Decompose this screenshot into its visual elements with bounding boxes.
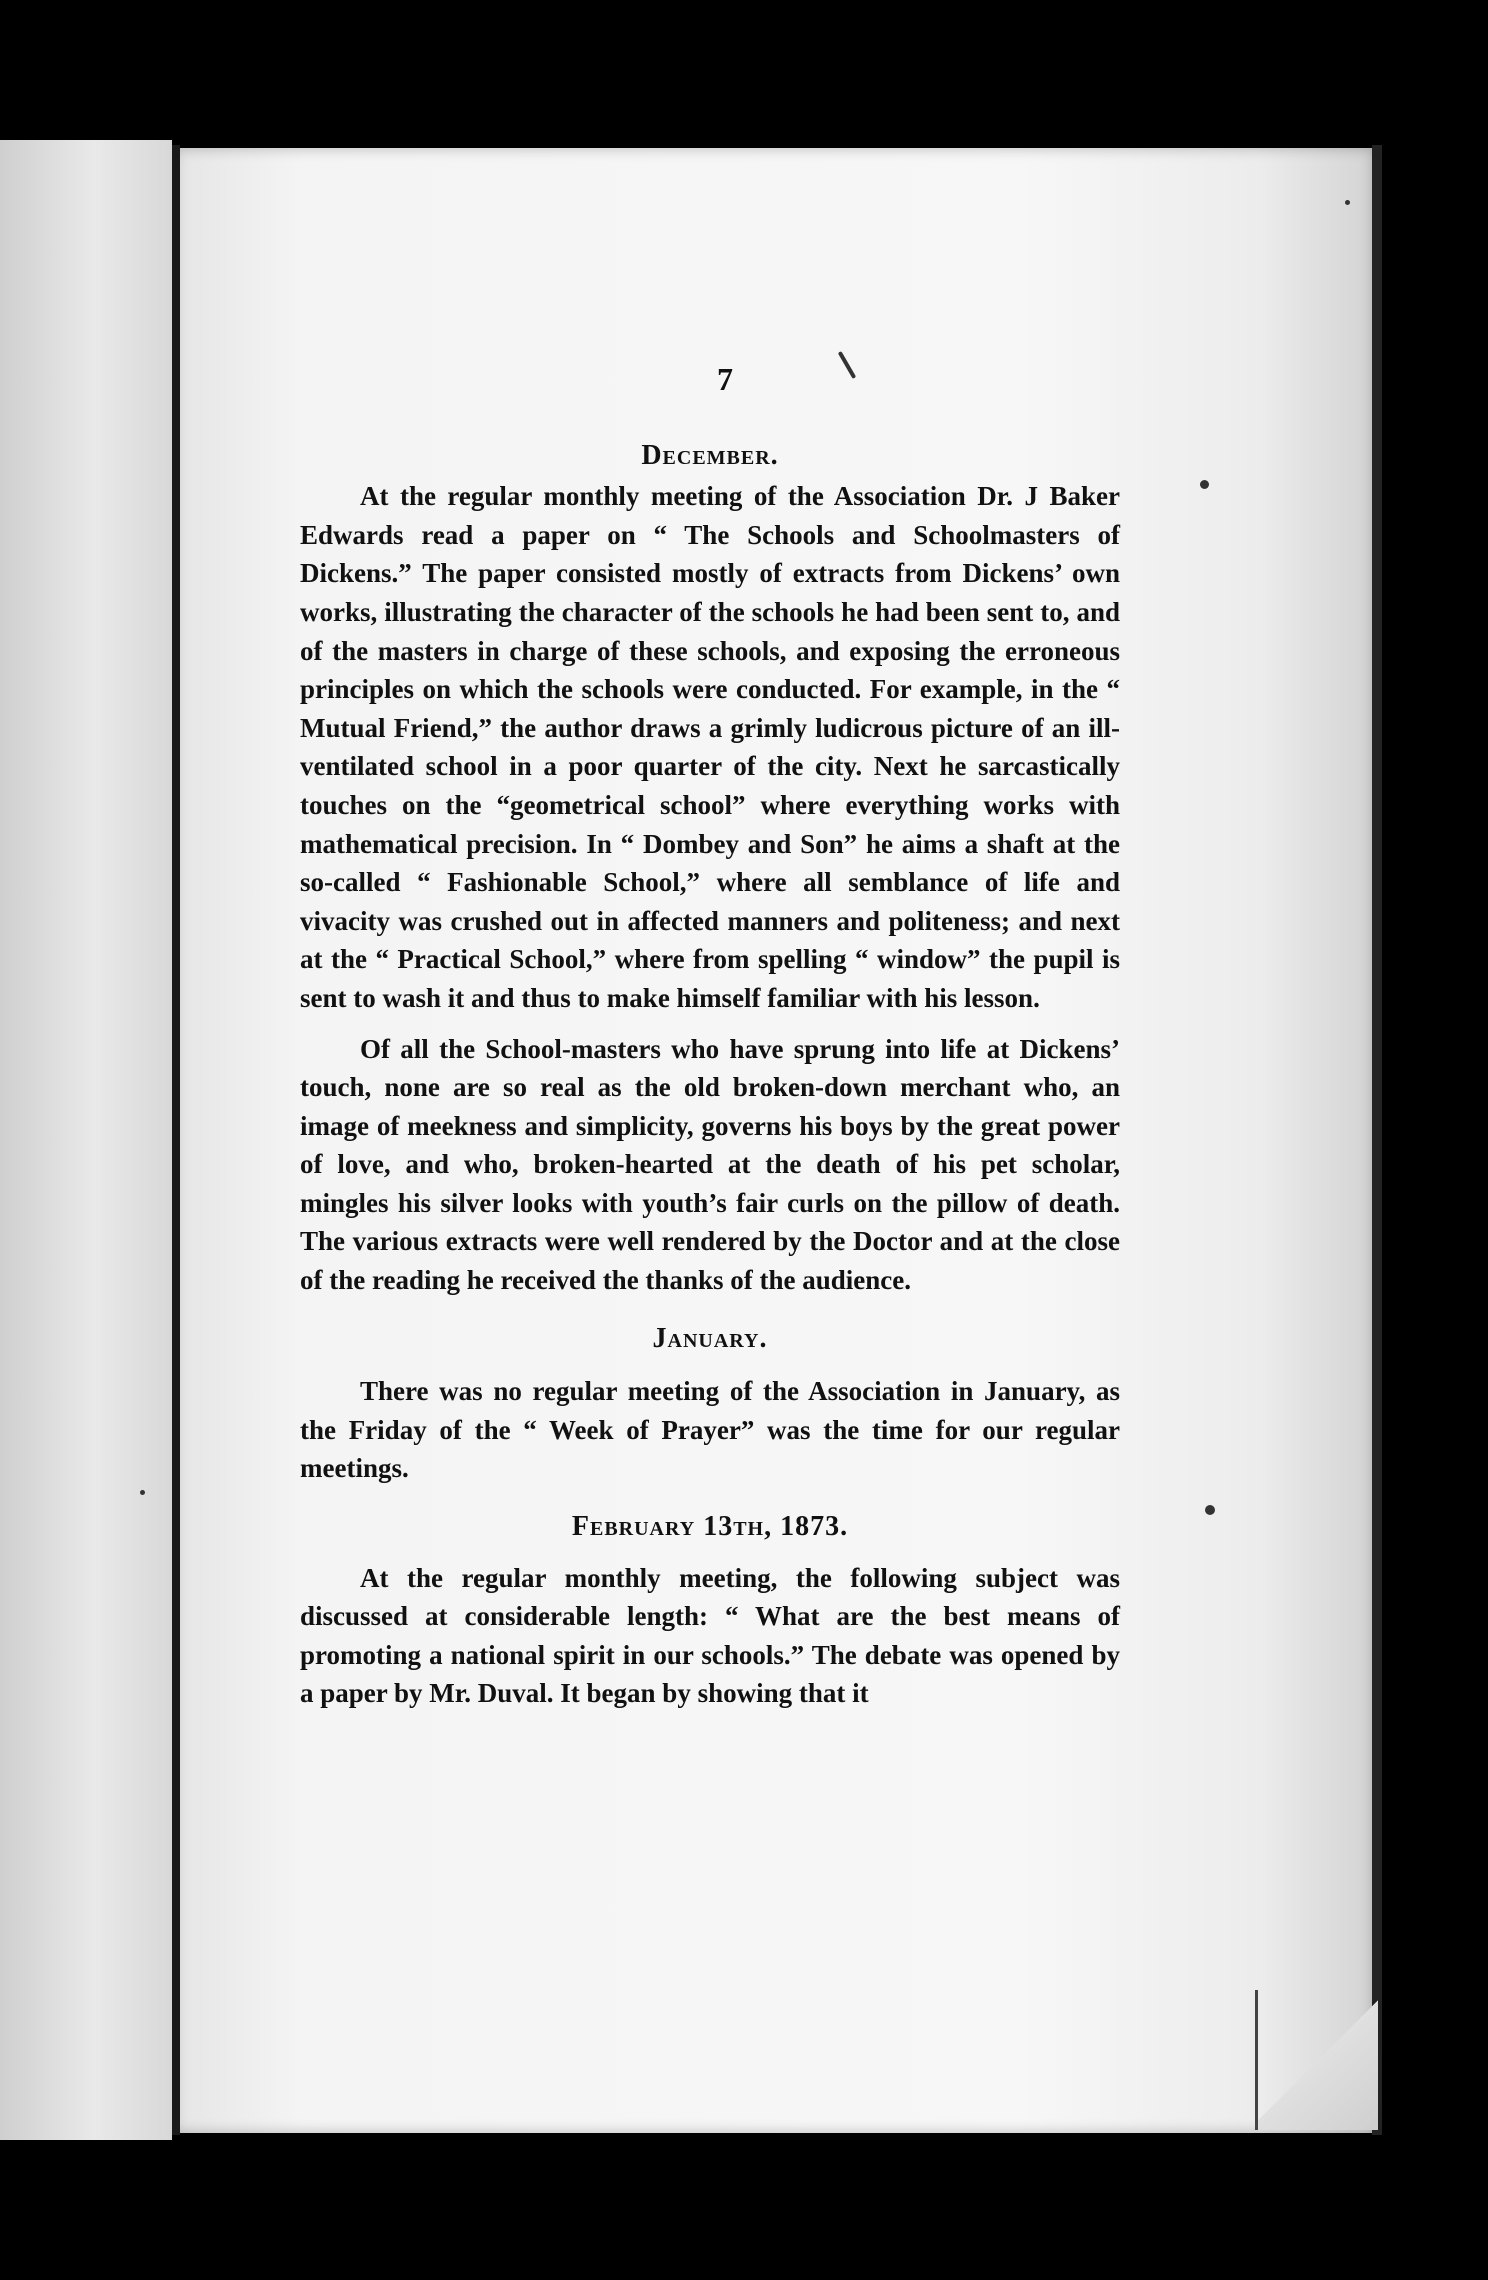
paragraph-december-2: Of all the School-masters who have sprung into life at Dickens’ touch, none are so real as the old broken-down merchant who, an image of meekness and simplicity, governs his boys by the great power of love, and who, broken-hearted at the death of his pet scholar, mingles his silver looks with youth’s fair curls on the pillow of death. The various extracts were well rendered by the Doctor and at the close of the reading he received the thanks of the audience.	[300, 1033, 1120, 1296]
paragraph-january-1: There was no regular meeting of the Association in January, as the Friday of the “ Week of Prayer” was the time for our regular meetings.	[300, 1376, 1120, 1484]
section-heading-february: February 13th, 1873.	[571, 1511, 849, 1543]
paragraph-december-1: At the regular monthly meeting of the Association Dr. J Baker Edwards read a paper on “ The Schools and Schoolmasters of Dickens.” The paper consisted mostly of extracts from Dickens’ own works, illustrating the character of the schools he had been sent to, and of the masters in charge of these schools, and exposing the erroneous principles on which the schools were conducted. For example, in the “ Mutual Friend,” the author draws a grimly ludicrous picture of an ill-ventilated school in a poor quarter of the city. Next he sarcastically touches on the “geometrical school” where everything works with mathematical precision. In “ Dombey and Son” he aims a shaft at the so-called “ Fashionable School,” where all semblance of life and vivacity was crushed out in affected manners and politeness; and next at the “ Practical School,” where from spelling “ window” the pupil is sent to wash it and thus to make himself familiar with his lesson.	[300, 481, 1120, 1013]
scan-speck	[140, 1490, 145, 1495]
page-body	[300, 360, 1120, 1725]
paragraph-february-1: At the regular monthly meeting, the following subject was discussed at considerable length: “ What are the best means of promoting a national spirit in our schools.” The debate was opened by a paper by Mr. Duval. It began by showing that it	[300, 1562, 1120, 1709]
scan-speck	[1205, 1505, 1215, 1515]
scan-speck	[1200, 480, 1209, 489]
page-edge-shadow	[1372, 145, 1382, 2135]
page-number: 7	[717, 361, 733, 397]
scan-speck	[1345, 200, 1350, 205]
book-gutter	[172, 145, 180, 2135]
section-heading-december: December.	[641, 439, 779, 471]
page-corner-fold	[1255, 1990, 1378, 2130]
section-heading-january: January.	[652, 1322, 768, 1354]
facing-page-edge	[0, 140, 172, 2140]
